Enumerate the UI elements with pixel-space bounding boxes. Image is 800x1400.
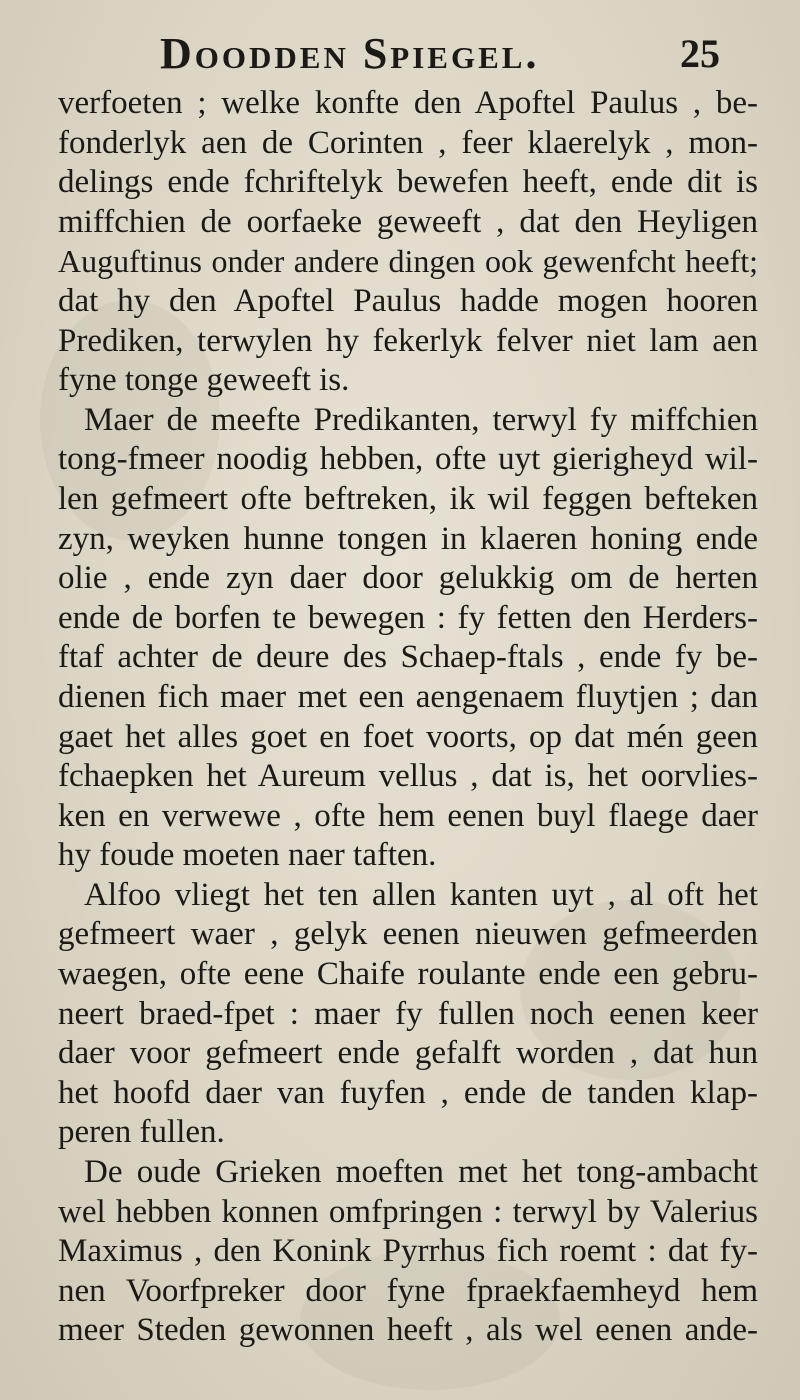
page-header	[160, 28, 720, 80]
text-line: peren fullen.	[58, 1114, 225, 1151]
text-line: fyne tonge geweeft is.	[58, 362, 350, 399]
text-line: Maximus , den Konink Pyrrhus fich roemt : dat fy-	[58, 1233, 758, 1270]
text-line: dienen fich maer met een aengenaem fluytjen ; dan	[58, 678, 758, 715]
text-line: olie , ende zyn daer door gelukkig om de herten	[58, 560, 758, 597]
text-line: Maer de meefte Predikanten, terwyl fy miffchien	[84, 401, 758, 438]
text-line: delings ende fchriftelyk bewefen heeft, ende dit is	[58, 164, 758, 201]
text-line: tong-fmeer noodig hebben, ofte uyt gierigheyd wil-	[58, 441, 758, 478]
body-text	[58, 84, 758, 1351]
text-line: len gefmeert ofte beftreken, ik wil feggen befteken	[58, 480, 758, 517]
text-line: miffchien de oorfaeke geweeft , dat den Heyligen	[58, 203, 758, 240]
text-line: hy foude moeten naer taften.	[58, 837, 437, 874]
text-line: gefmeert waer , gelyk eenen nieuwen gefmeerden	[58, 916, 758, 953]
running-title: Doodden Spiegel.	[160, 29, 540, 78]
text-line: ende de borfen te bewegen : fy fetten den Herders-	[58, 599, 758, 636]
text-line: Prediken, terwylen hy fekerlyk felver niet lam aen	[58, 322, 758, 359]
text-line: Auguftinus onder andere dingen ook gewenfcht heeft;	[58, 243, 758, 280]
text-line: neert braed-fpet : maer fy fullen noch eenen keer	[58, 995, 758, 1032]
text-line: fonderlyk aen de Corinten , feer klaerelyk , mon-	[58, 124, 758, 161]
text-line: verfoeten ; welke konfte den Apoftel Paulus , be-	[58, 85, 758, 121]
text-line: De oude Grieken moeften met het tong-ambacht	[84, 1154, 758, 1191]
text-line: Alfoo vliegt het ten allen kanten uyt , al oft het	[84, 876, 758, 913]
text-line: dat hy den Apoftel Paulus hadde mogen hooren	[58, 282, 758, 319]
page-number: 25	[680, 31, 720, 76]
text-line: wel hebben konnen omfpringen : terwyl by Valerius	[58, 1193, 758, 1230]
text-line: nen Voorfpreker door fyne fpraekfaemheyd hem	[58, 1272, 758, 1309]
text-line: zyn, weyken hunne tongen in klaeren honing ende	[58, 520, 758, 557]
text-line: ken en verwewe , ofte hem eenen buyl flaege daer	[58, 797, 758, 834]
text-line: daer voor gefmeert ende gefalft worden , dat hun	[58, 1035, 758, 1072]
text-line: ftaf achter de deure des Schaep-ftals , ende fy be-	[58, 639, 758, 676]
text-line: waegen, ofte eene Chaife roulante ende een gebru-	[58, 956, 758, 993]
text-line: fchaepken het Aureum vellus , dat is, het oorvlies-	[58, 758, 758, 795]
text-line: het hoofd daer van fuyfen , ende de tanden klap-	[58, 1074, 758, 1111]
text-line: gaet het alles goet en foet voorts, op dat mén geen	[58, 718, 758, 755]
text-line: meer Steden gewonnen heeft , als wel eenen ande-	[58, 1312, 758, 1349]
